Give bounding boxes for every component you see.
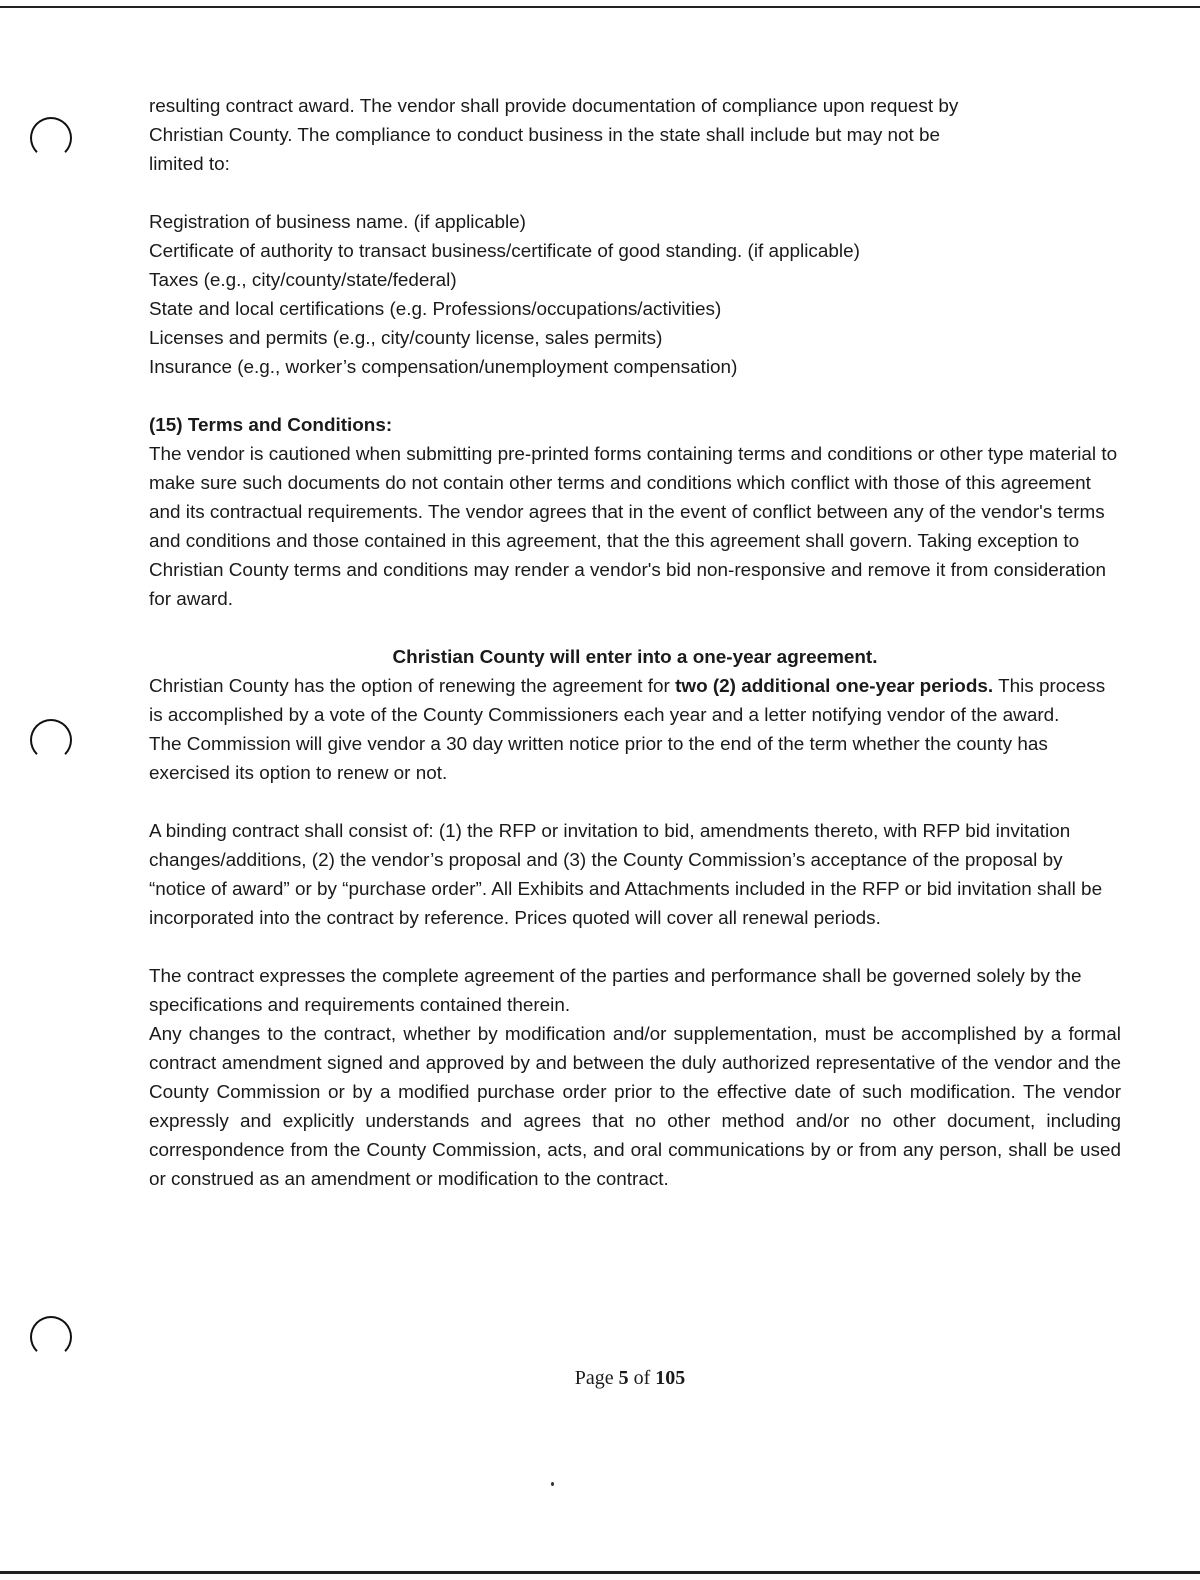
renewal-text: Christian County has the option of renewing the agreement for (149, 676, 676, 697)
intro-line: Christian County. The compliance to conduct business in the state shall include but may not be (149, 125, 941, 146)
renewal-text: This process is accomplished by a vote of the County Commissioners each year and a letter notifying vendor of the award. (149, 676, 1106, 726)
list-item: Licenses and permits (e.g., city/county license, sales permits) (149, 328, 663, 349)
list-item: Registration of business name. (if applicable) (149, 212, 526, 233)
list-item: Insurance (e.g., worker’s compensation/unemployment compensation) (149, 357, 738, 378)
compliance-list (149, 208, 1121, 382)
intro-line: resulting contract award. The vendor shall provide documentation of compliance upon request by (149, 96, 959, 117)
contract-changes-paragraph: Any changes to the contract, whether by modification and/or supplementation, must be accomplished by a formal contract amendment signed and approved by and between the duly authorized representative of the vendor and the County Commission or by a modified purchase order prior to the effective date of such modification. The vendor expressly and explicitly understands and agrees that no other method and/or no other document, including correspondence from the County Commission, acts, and oral communications by or from any person, shall be used or construed as an amendment or modification to the contract. (149, 1024, 1121, 1190)
terms-paragraph: The vendor is cautioned when submitting pre-printed forms containing terms and conditions or other type material to make sure such documents do not contain other terms and conditions which conflict with those of this agreement and its contractual requirements. The vendor agrees that in the event of conflict between any of the vendor's terms and conditions and those contained in this agreement, that the this agreement shall govern. Taking exception to Christian County terms and conditions may render a vendor's bid non-responsive and remove it from consideration for award. (149, 444, 1118, 610)
list-item: State and local certifications (e.g. Professions/occupations/activities) (149, 299, 722, 320)
page-of-label: of (628, 1367, 656, 1389)
renewal-periods-emphasis: two (2) additional one-year periods. (675, 676, 994, 697)
binder-hole-icon (30, 117, 72, 159)
scan-speck (551, 1482, 554, 1486)
scan-border-top (0, 6, 1200, 8)
notice-paragraph: The Commission will give vendor a 30 day written notice prior to the end of the term whether the county has exercised its option to renew or not. (149, 734, 1048, 784)
compliance-intro-paragraph (149, 92, 1121, 179)
terms-heading: (15) Terms and Conditions: (149, 415, 393, 436)
list-item: Taxes (e.g., city/county/state/federal) (149, 270, 457, 291)
page-number (0, 1367, 1200, 1390)
binder-hole-icon (30, 1316, 72, 1358)
binding-contract-paragraph: A binding contract shall consist of: (1) the RFP or invitation to bid, amendments thereto, with RFP bid invitation changes/additions, (2) the vendor’s proposal and (3) the County Commission’s acceptance of the proposal by “notice of award” or by “purchase order”. All Exhibits and Attachments included in the RFP or bid invitation shall be incorporated into the contract by reference. Prices quoted will cover all renewal periods. (149, 821, 1103, 929)
intro-line: limited to: (149, 154, 230, 175)
contract-expresses-paragraph: The contract expresses the complete agreement of the parties and performance shall be governed solely by the specifications and requirements contained therein. (149, 966, 1082, 1016)
agreement-heading: Christian County will enter into a one-year agreement. (392, 647, 878, 668)
document-body (149, 92, 1121, 1194)
page-label: Page (574, 1367, 619, 1389)
current-page: 5 (618, 1367, 629, 1389)
total-pages: 105 (655, 1367, 686, 1389)
list-item: Certificate of authority to transact business/certificate of good standing. (if applicable) (149, 241, 860, 262)
scan-border-bottom (0, 1571, 1200, 1574)
binder-hole-icon (30, 719, 72, 761)
renewal-paragraph (149, 672, 1121, 730)
